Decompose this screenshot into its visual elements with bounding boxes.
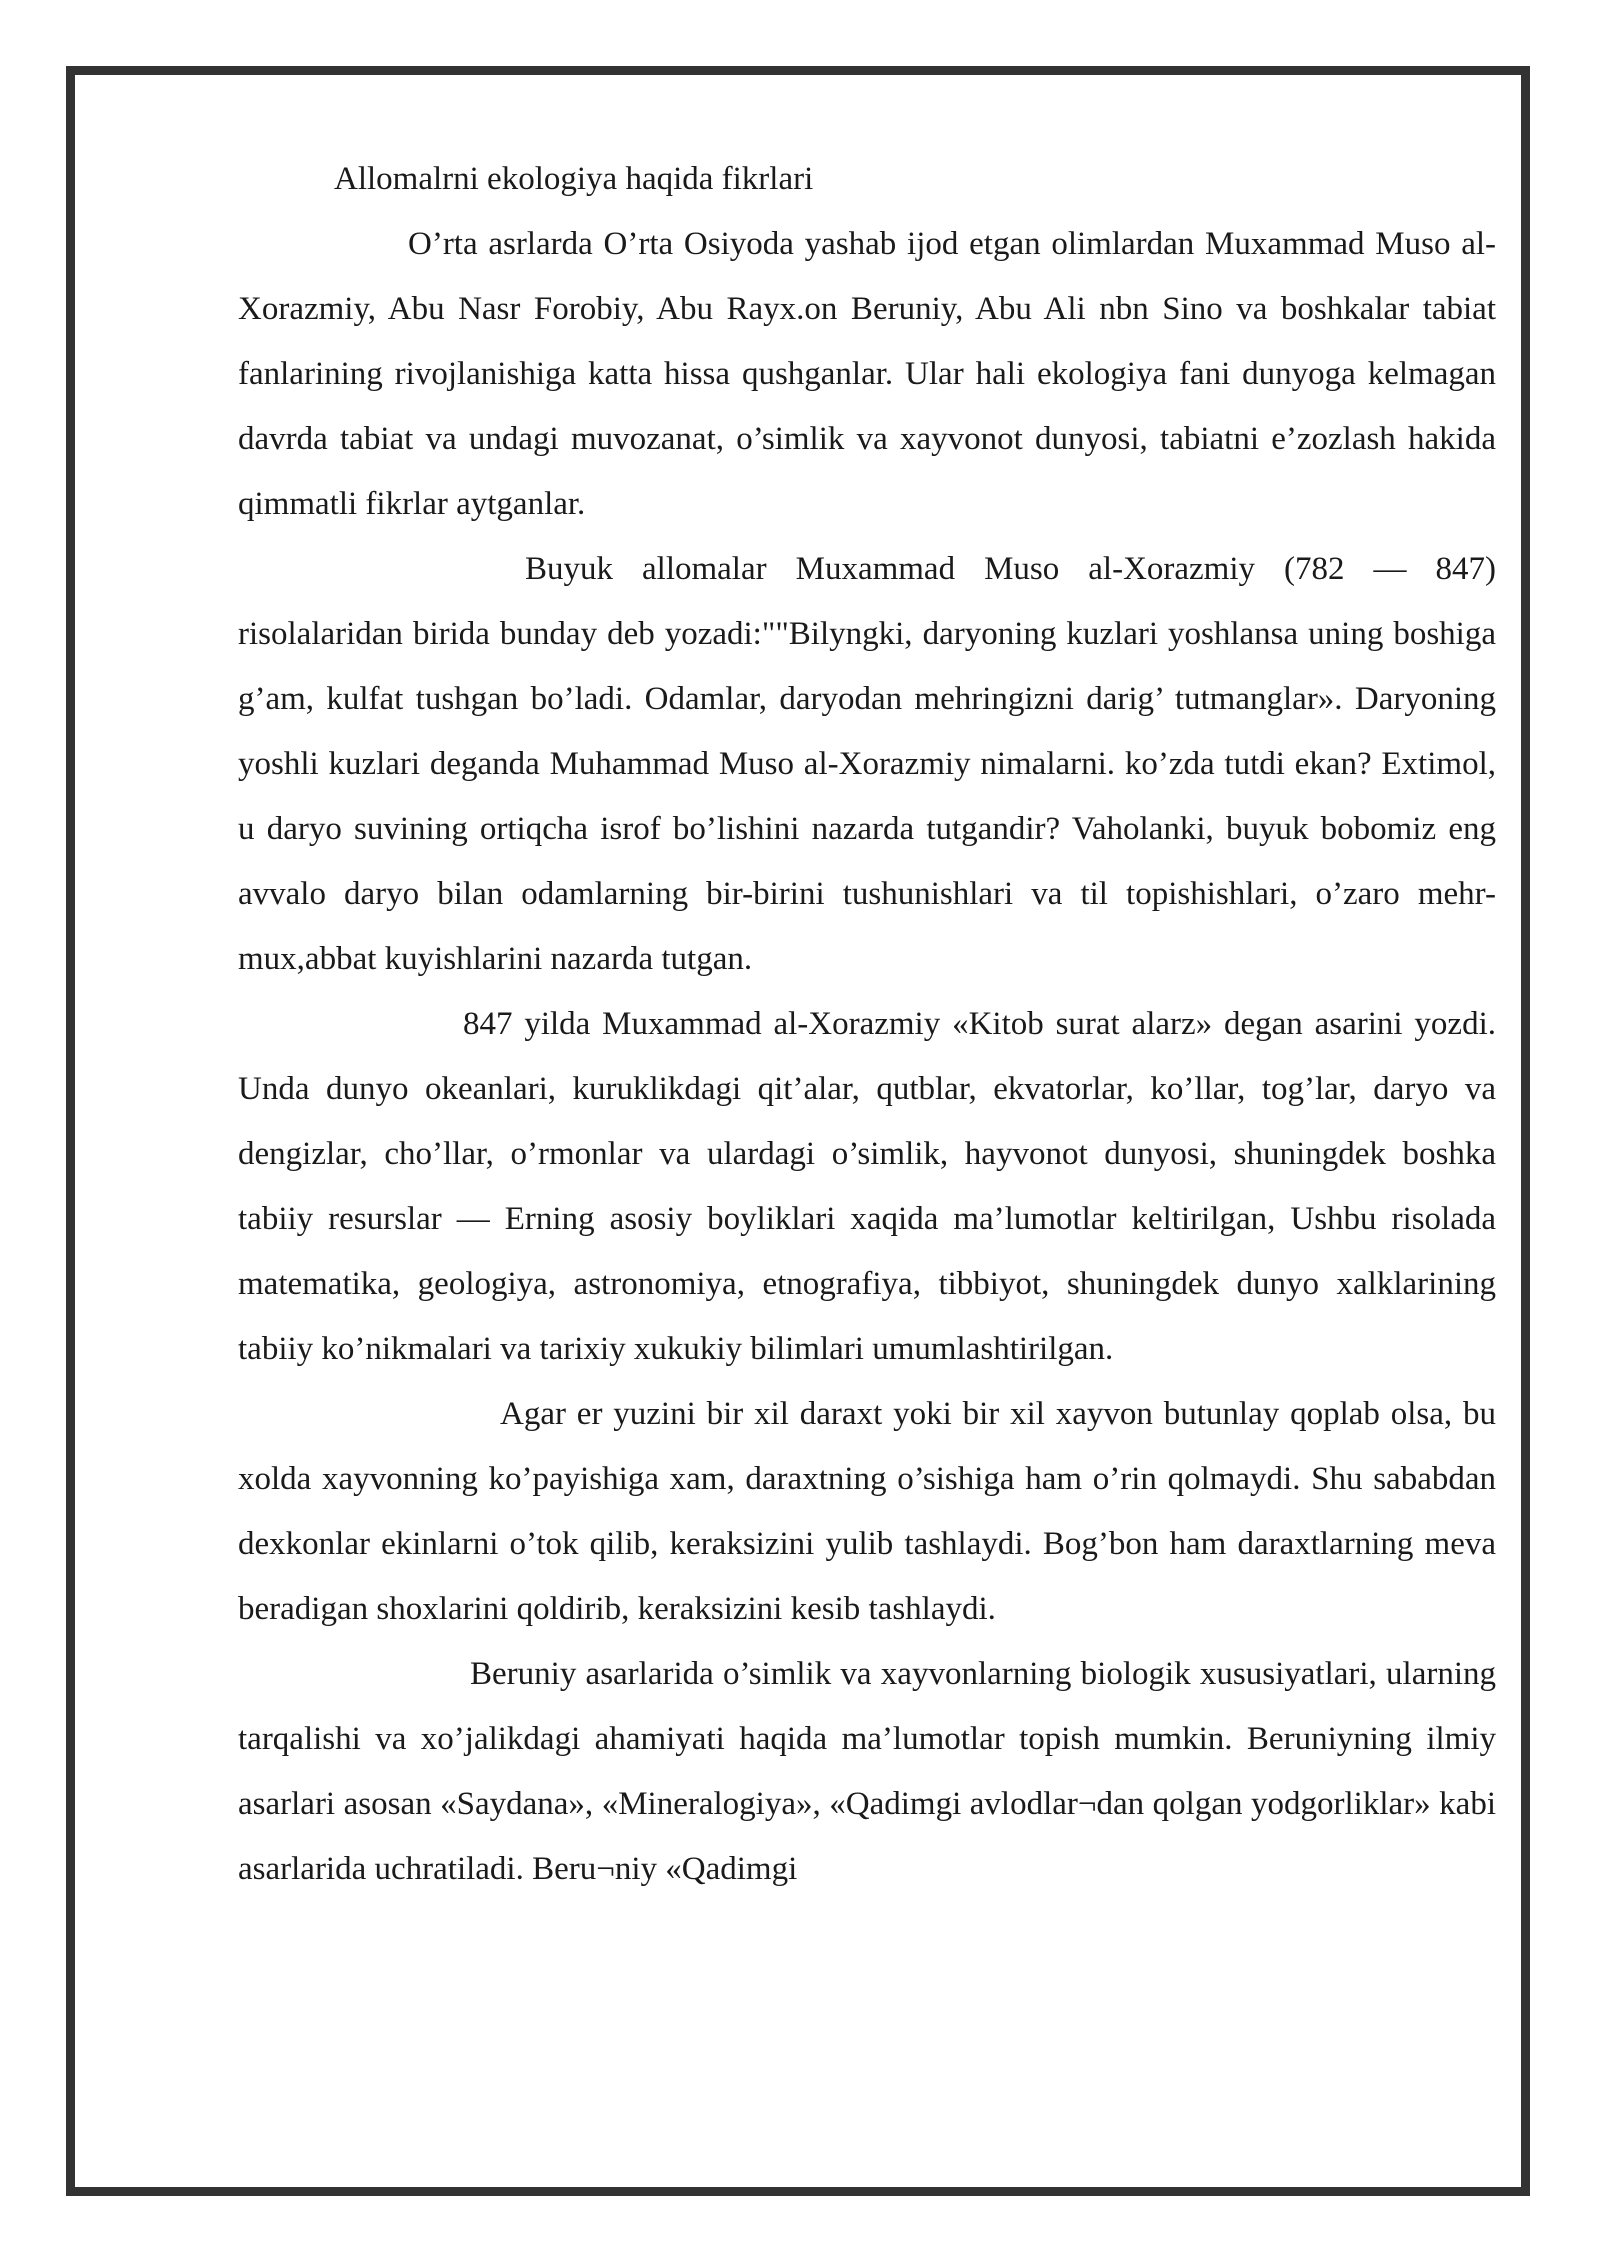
- page-border: [66, 66, 1530, 2196]
- paragraph-3: 847 yilda Muxammad al-Xorazmiy «Kitob surat alarz» degan asarini yozdi. Unda dunyo okeanlari, kuruklikdagi qit’alar, qutblar, ekvatorlar, ko’llar, tog’lar, daryo va dengizlar, cho’llar, o’rmonlar va ulardagi o’simlik, hayvonot dunyosi, shuningdek boshka tabiiy resurslar — Erning asosiy boyliklari xaqida ma’lumotlar keltirilgan, Ushbu risolada matematika, geologiya, astronomiya, etnografiya, tibbiyot, shuningdek dunyo xalklarining tabiiy ko’nikmalari va tarixiy xukukiy bilimlari umumlashtirilgan.: [238, 1006, 1496, 1367]
- document-title: Allomalrni ekologiya haqida fikrlari: [334, 161, 814, 197]
- paragraph-5: Beruniy asarlarida o’simlik va xayvonlarning biologik xususiyatlari, ularning tarqalishi va xo’jalikdagi ahamiyati haqida ma’lumotlar topish mumkin. Beruniyning ilmiy asarlari asosan «Saydana», «Mineralogiya», «Qadimgi avlodlar¬dan qolgan yodgorliklar» kabi asarlarida uchratiladi. Beru¬niy «Qadimgi: [238, 1656, 1496, 1887]
- paragraph-2: Buyuk allomalar Muxammad Muso al-Xorazmiy (782 — 847) risolalaridan birida bunday deb yozadi:""Bilyngki, daryoning kuzlari yoshlansa uning boshiga g’am, kulfat tushgan bo’ladi. Odamlar, daryodan mehringizni darig’ tutmanglar». Daryoning yoshli kuzlari deganda Muhammad Muso al-Xorazmiy nimalarni. ko’zda tutdi ekan? Extimol, u daryo suvining ortiqcha isrof bo’lishini nazarda tutgandir? Vaholanki, buyuk bobomiz eng avvalo daryo bilan odamlarning bir-birini tushunishlari va til topishishlari, o’zaro mehr-mux,abbat kuyishlarini nazarda tutgan.: [238, 551, 1496, 977]
- paragraph-1: O’rta asrlarda O’rta Osiyoda yashab ijod etgan olimlardan Muxammad Muso al-Xorazmiy, Abu Nasr Forobiy, Abu Rayx.on Beruniy, Abu Ali nbn Sino va boshkalar tabiat fanlarining rivojlanishiga katta hissa qushganlar. Ular hali ekologiya fani dunyoga kelmagan davrda tabiat va undagi muvozanat, o’simlik va xayvonot dunyosi, tabiatni e’zozlash hakida qimmatli fikrlar aytganlar.: [238, 226, 1496, 522]
- paragraph-4: Agar er yuzini bir xil daraxt yoki bir xil xayvon butunlay qoplab olsa, bu xolda xayvonning ko’payishiga xam, daraxtning o’sishiga ham o’rin qolmaydi. Shu sababdan dexkonlar ekinlarni o’tok qilib, keraksizini yulib tashlaydi. Bog’bon ham daraxtlarning meva beradigan shoxlarini qoldirib, keraksizini kesib tashlaydi.: [238, 1396, 1496, 1627]
- document-body: [238, 147, 1496, 1902]
